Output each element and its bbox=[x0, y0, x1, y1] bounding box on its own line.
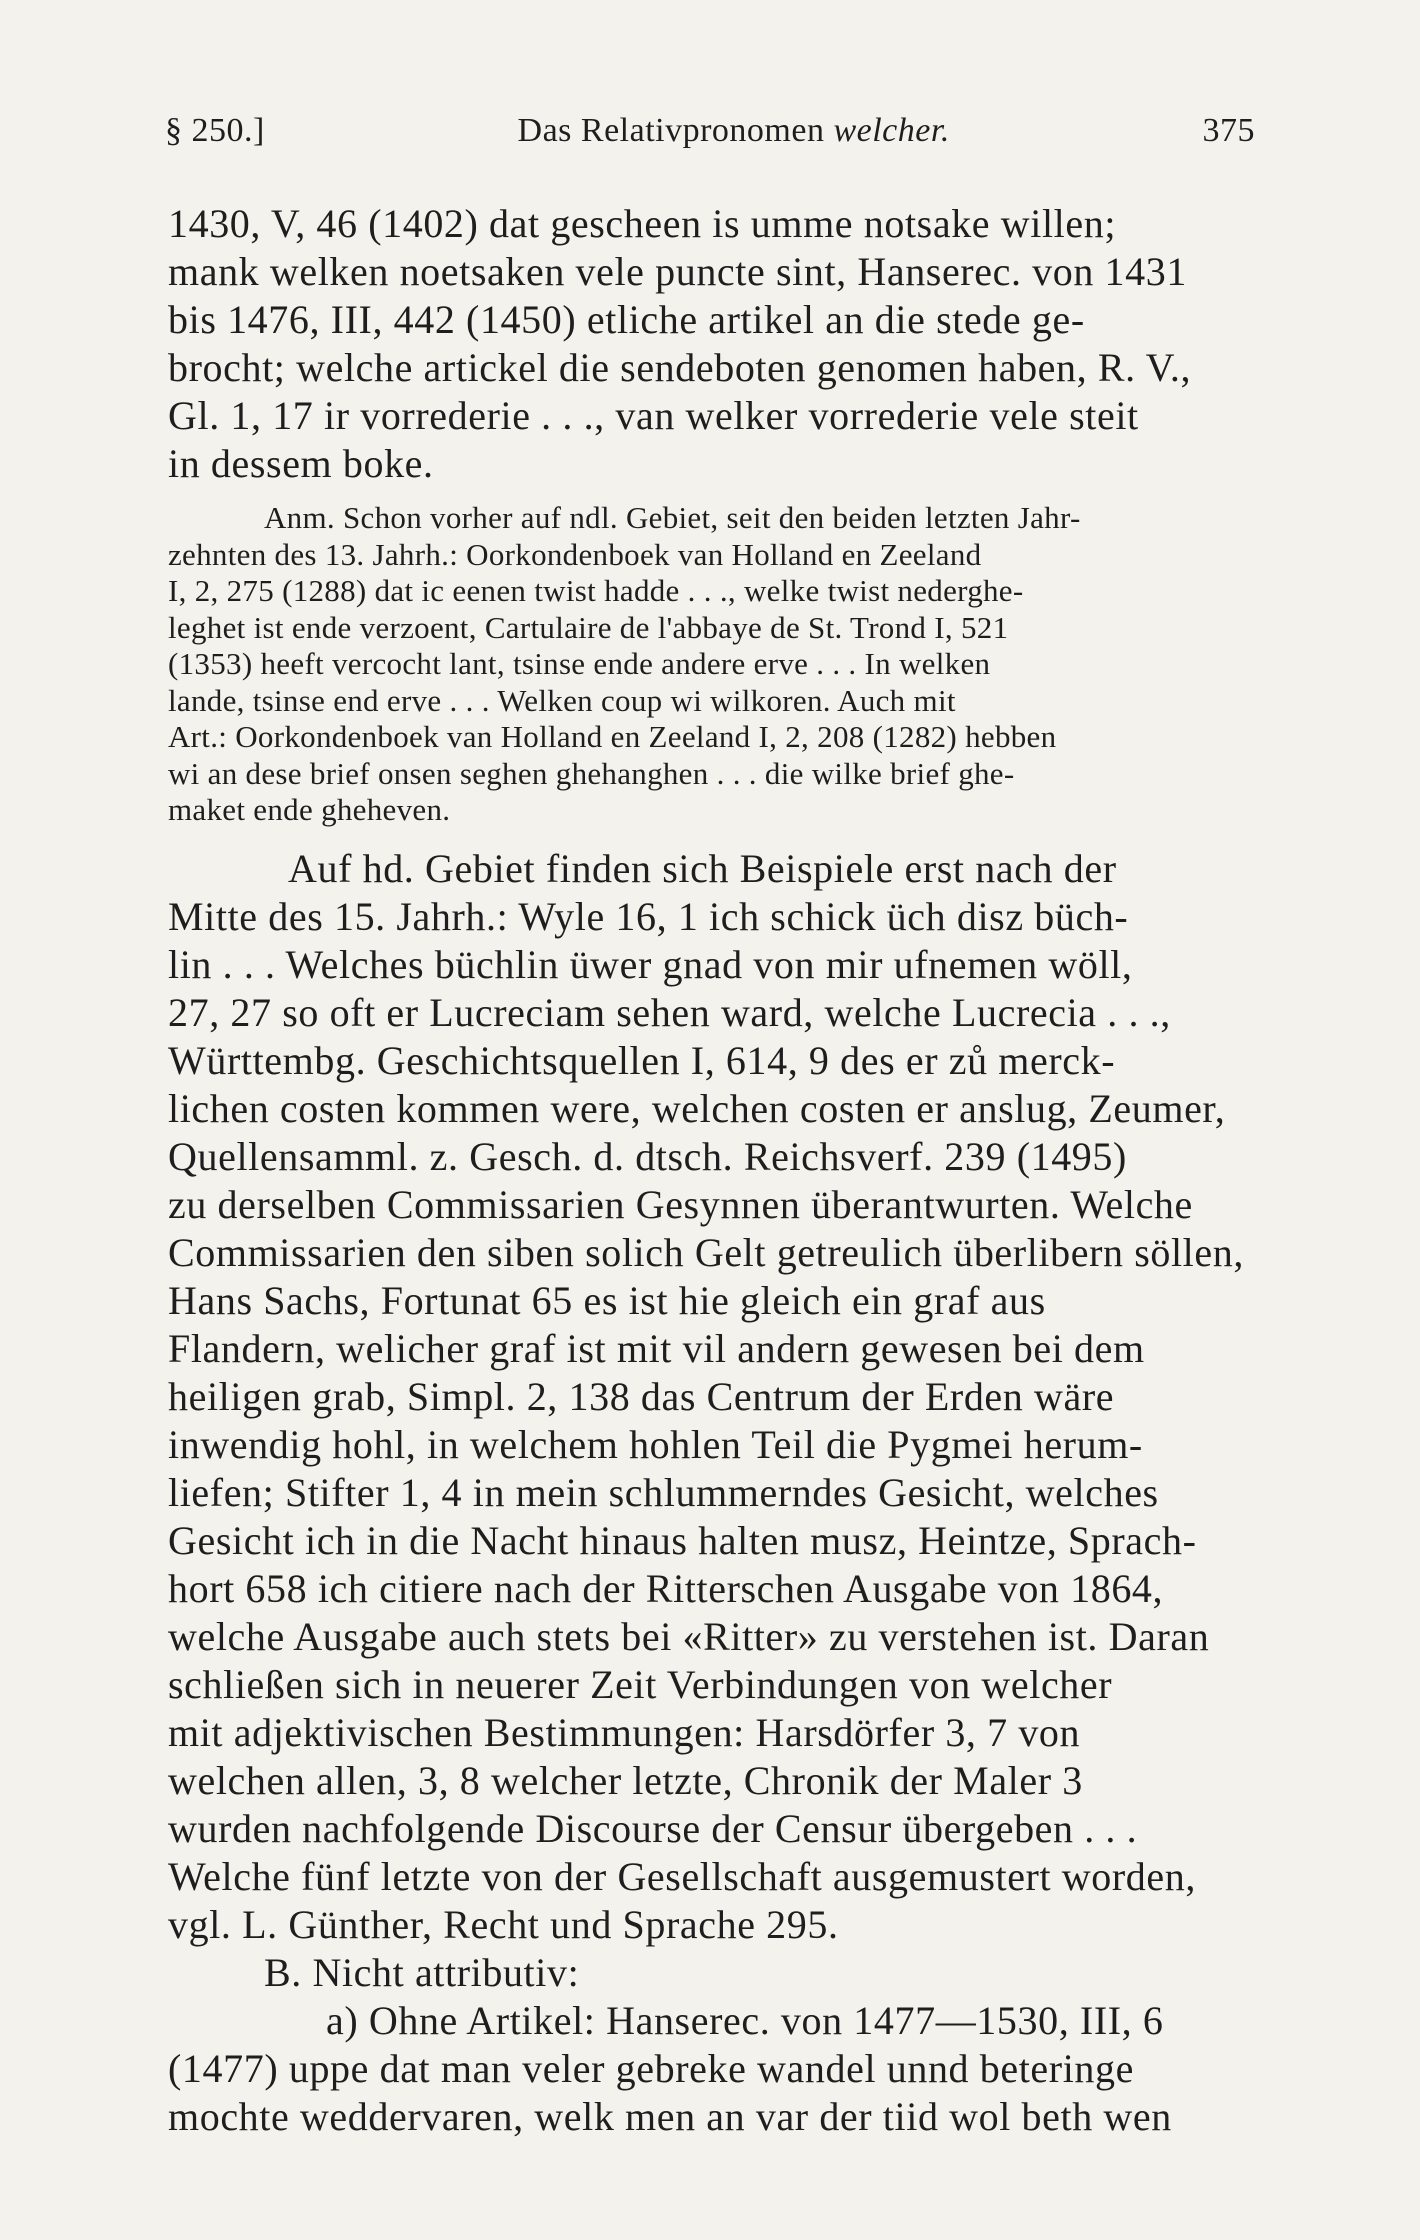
annotation-line: zehnten des 13. Jahrh.: Oorkondenboek van Holland en Zeeland bbox=[168, 536, 982, 572]
page-number: 375 bbox=[1202, 112, 1255, 149]
annotation-block bbox=[168, 500, 1254, 829]
text-line: a) Ohne Artikel: Hanserec. von 1477—1530, III, 6 bbox=[326, 1997, 1164, 2043]
text-line: zu derselben Commissarien Gesynnen überantwurten. Welche bbox=[168, 1181, 1193, 1227]
annotation-line: (1353) heeft vercocht lant, tsinse ende andere erve . . . In welken bbox=[168, 646, 991, 681]
annotation-line: Art.: Oorkondenboek van Holland en Zeeland I, 2, 208 (1282) hebben bbox=[168, 719, 1057, 754]
text-line: 1430, V, 46 (1402) dat gescheen is umme notsake willen; bbox=[168, 201, 1117, 246]
paragraph-block1 bbox=[168, 200, 1254, 488]
page-title bbox=[265, 112, 1203, 150]
annotation-line: leghet ist ende verzoent, Cartulaire de l'abbaye de St. Trond I, 521 bbox=[168, 609, 1009, 645]
text-line: bis 1476, III, 442 (1450) etliche artikel an die stede ge- bbox=[168, 297, 1085, 342]
annotation-line: I, 2, 275 (1288) dat ic eenen twist hadde . . ., welke twist nederghe- bbox=[168, 573, 1024, 608]
text-line: Gesicht ich in die Nacht hinaus halten musz, Heintze, Sprach- bbox=[168, 1517, 1197, 1563]
text-line: liefen; Stifter 1, 4 in mein schlummerndes Gesicht, welches bbox=[168, 1469, 1159, 1515]
text-line: Welche fünf letzte von der Gesellschaft ausgemustert worden, bbox=[168, 1853, 1196, 1899]
text-line: 27, 27 so oft er Lucreciam sehen ward, welche Lucrecia . . ., bbox=[168, 989, 1171, 1035]
text-line: mit adjektivischen Bestimmungen: Harsdörfer 3, 7 von bbox=[168, 1709, 1081, 1755]
text-line: mochte weddervaren, welk men an var der tiid wol beth wen bbox=[168, 2093, 1172, 2139]
text-line: vgl. L. Günther, Recht und Sprache 295. bbox=[168, 1901, 839, 1947]
page-title-italic: welcher. bbox=[833, 112, 950, 149]
text-line: Flandern, welicher graf ist mit vil andern gewesen bei dem bbox=[168, 1325, 1145, 1371]
section-heading-b: B. Nicht attributiv: bbox=[264, 1949, 580, 1995]
text-line: lin . . . Welches büchlin üwer gnad von mir ufnemen wöll, bbox=[168, 941, 1133, 987]
text-line: Quellensamml. z. Gesch. d. dtsch. Reichsverf. 239 (1495) bbox=[168, 1133, 1127, 1179]
text-line: Mitte des 15. Jahrh.: Wyle 16, 1 ich schick üch disz büch- bbox=[168, 893, 1129, 939]
text-line: schließen sich in neuerer Zeit Verbindungen von welcher bbox=[168, 1661, 1113, 1707]
text-line: in dessem boke. bbox=[168, 441, 434, 486]
text-line: welchen allen, 3, 8 welcher letzte, Chronik der Maler 3 bbox=[168, 1757, 1083, 1803]
running-head bbox=[165, 112, 1255, 150]
text-line: lichen costen kommen were, welchen costen er anslug, Zeumer, bbox=[168, 1085, 1226, 1131]
text-line: (1477) uppe dat man veler gebreke wandel unnd beteringe bbox=[168, 2045, 1134, 2091]
text-line: mank welken noetsaken vele puncte sint, Hanserec. von 1431 bbox=[168, 249, 1187, 294]
annotation-line: lande, tsinse end erve . . . Welken coup wi wilkoren. Auch mit bbox=[168, 682, 956, 718]
paragraph-block3 bbox=[168, 1997, 1254, 2141]
text-line: Württembg. Geschichtsquellen I, 614, 9 des er zů merck- bbox=[168, 1037, 1116, 1083]
annotation-line: Anm. Schon vorher auf ndl. Gebiet, seit den beiden letzten Jahr- bbox=[264, 500, 1081, 535]
paragraph-block2 bbox=[168, 845, 1254, 1949]
text-line: hort 658 ich citiere nach der Ritterschen Ausgabe von 1864, bbox=[168, 1565, 1164, 1611]
text-line: Hans Sachs, Fortunat 65 es ist hie gleich ein graf aus bbox=[168, 1277, 1046, 1323]
page-title-text: Das Relativpronomen bbox=[517, 112, 834, 149]
text-line: brocht; welche artickel die sendeboten genomen haben, R. V., bbox=[168, 345, 1192, 390]
text-line: welche Ausgabe auch stets bei «Ritter» zu verstehen ist. Daran bbox=[168, 1613, 1210, 1659]
text-line: inwendig hohl, in welchem hohlen Teil die Pygmei herum- bbox=[168, 1421, 1143, 1467]
section-number: § 250.] bbox=[165, 112, 265, 149]
text-line: Commissarien den siben solich Gelt getreulich überlibern söllen, bbox=[168, 1229, 1244, 1275]
annotation-line: maket ende gheheven. bbox=[168, 792, 451, 827]
page-body bbox=[168, 200, 1254, 2141]
text-line: wurden nachfolgende Discourse der Censur übergeben . . . bbox=[168, 1805, 1138, 1851]
text-line: Gl. 1, 17 ir vorrederie . . ., van welker vorrederie vele steit bbox=[168, 393, 1139, 438]
text-line: Auf hd. Gebiet finden sich Beispiele erst nach der bbox=[288, 845, 1117, 891]
text-line: heiligen grab, Simpl. 2, 138 das Centrum der Erden wäre bbox=[168, 1373, 1115, 1419]
annotation-line: wi an dese brief onsen seghen ghehanghen . . . die wilke brief ghe- bbox=[168, 755, 1015, 791]
